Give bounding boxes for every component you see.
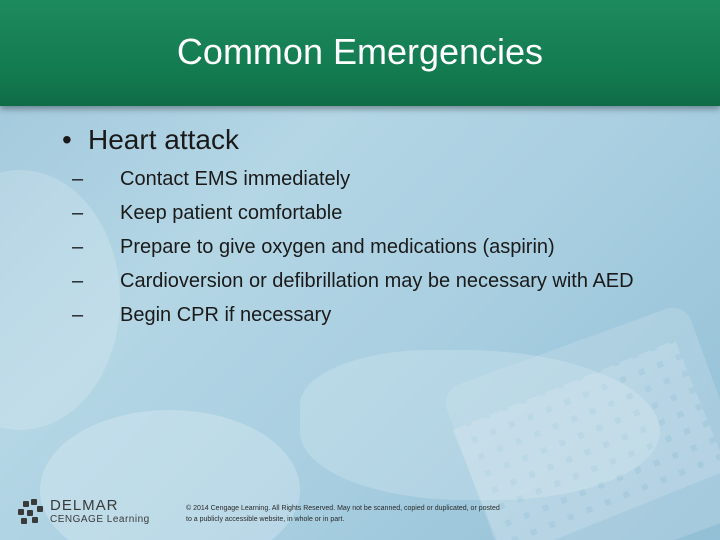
publisher-logo [18,498,150,525]
bullet-marker: • [62,124,72,155]
logo-mark-icon [18,499,44,525]
sub-bullet-list [62,166,692,329]
sub-bullet-text: Prepare to give oxygen and medications (aspirin) [120,236,555,258]
slide-content [62,124,692,329]
logo-text [50,498,150,525]
logo-top-text: DELMAR [50,497,119,514]
sub-bullet-marker: – [72,202,84,224]
main-bullet [62,124,692,156]
sub-bullet-text: Begin CPR if necessary [120,304,332,326]
sub-bullet-item [72,302,692,329]
sub-bullet-text: Contact EMS immediately [120,168,351,190]
sub-bullet-text: Keep patient comfortable [120,202,343,224]
sub-bullet-marker: – [72,236,84,258]
sub-bullet-item [72,268,692,295]
title-bar [0,0,720,106]
sub-bullet-marker: – [72,304,84,326]
sub-bullet-text: Cardioversion or defibrillation may be necessary with AED [120,270,634,292]
slide-title: Common Emergencies [176,31,544,72]
sub-bullet-item [72,200,692,227]
copyright-notice: © 2014 Cengage Learning. All Rights Reserved. May not be scanned, copied or duplicated, or posted to a publicly accessible website, in whole or in part. [186,505,500,523]
sub-bullet-marker: – [72,270,84,292]
logo-bottom-text: CENGAGE Learning [50,514,150,525]
sub-bullet-item [72,234,692,261]
sub-bullet-item [72,166,692,193]
main-bullet-text: Heart attack [88,124,239,155]
sub-bullet-marker: – [72,168,84,190]
